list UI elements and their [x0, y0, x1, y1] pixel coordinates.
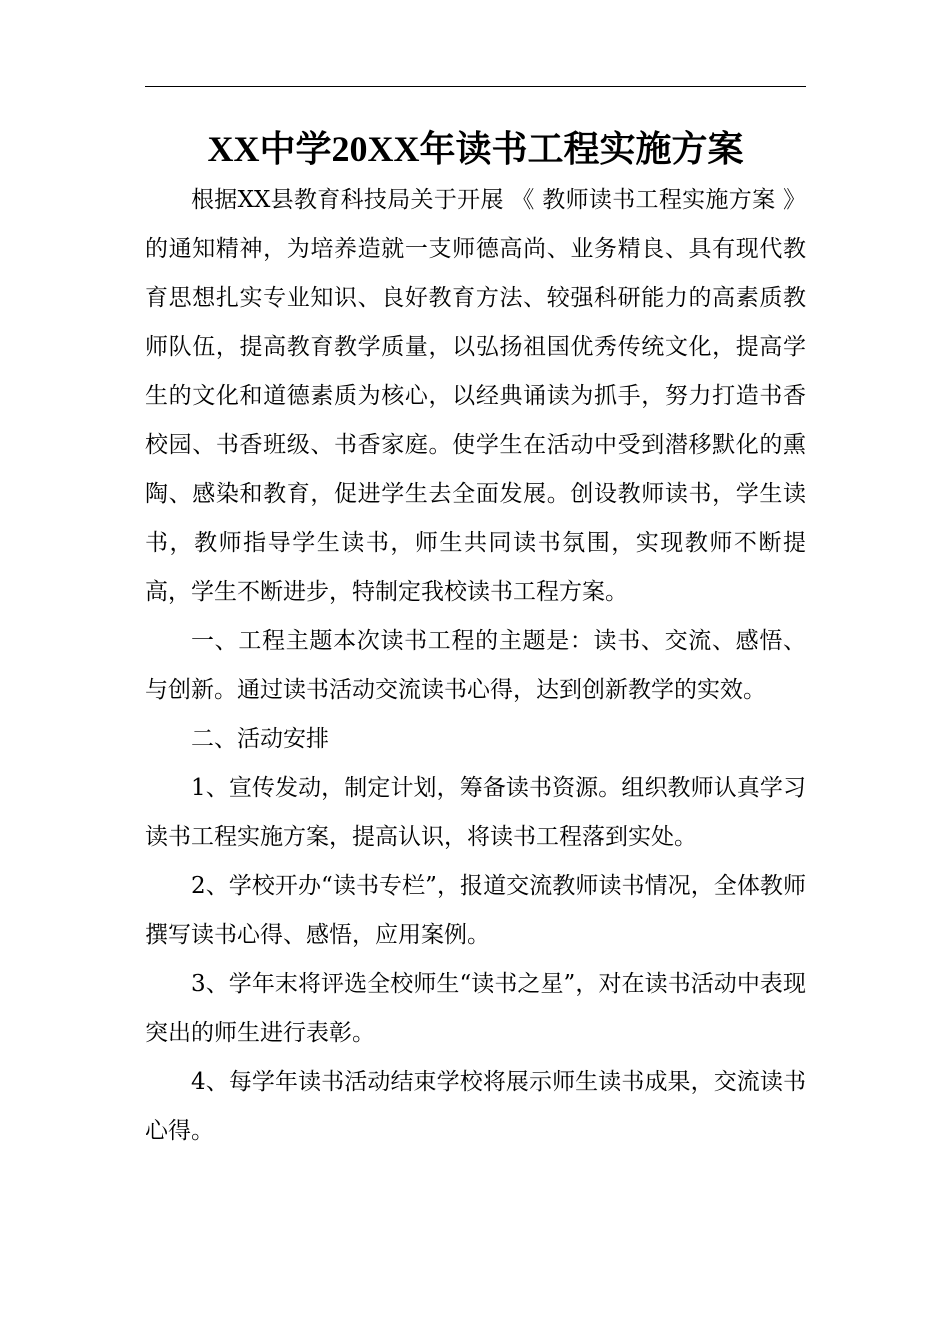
paragraph-theme: 一、工程主题本次读书工程的主题是：读书、交流、感悟、与创新。通过读书活动交流读书心得，达到创新教学的实效。 — [145, 628, 806, 703]
paragraph-item-1: 1、宣传发动，制定计划，筹备读书资源。组织教师认真学习读书工程实施方案，提高认识，将读书工程落到实处。 — [145, 775, 806, 850]
section-heading-activities: 二、活动安排 — [191, 726, 329, 752]
document-body — [145, 176, 806, 1156]
paragraph-item-2: 2、学校开办“读书专栏”，报道交流教师读书情况，全体教师撰写读书心得、感悟，应用案例。 — [145, 873, 806, 948]
header-rule — [145, 86, 806, 87]
paragraph-intro: 根据XX县教育科技局关于开展 《 教师读书工程实施方案 》 的通知精神，为培养造就一支师德高尚、业务精良、具有现代教育思想扎实专业知识、良好教育方法、较强科研能力的高素质教师队伍，提高教育教学质量，以弘扬祖国优秀传统文化，提高学生的文化和道德素质为核心，以经典诵读为抓手，努力打造书香校园、书香班级、书香家庭。使学生在活动中受到潜移默化的熏陶、感染和教育，促进学生去全面发展。创设教师读书，学生读书，教师指导学生读书，师生共同读书氛围，实现教师不断提高，学生不断进步，特制定我校读书工程方案。 — [145, 187, 806, 605]
paragraph-item-3: 3、学年末将评选全校师生“读书之星”，对在读书活动中表现突出的师生进行表彰。 — [145, 971, 806, 1046]
paragraph-item-4: 4、每学年读书活动结束学校将展示师生读书成果，交流读书心得。 — [145, 1069, 806, 1144]
document-title: XX中学20XX年读书工程实施方案 — [207, 129, 744, 169]
